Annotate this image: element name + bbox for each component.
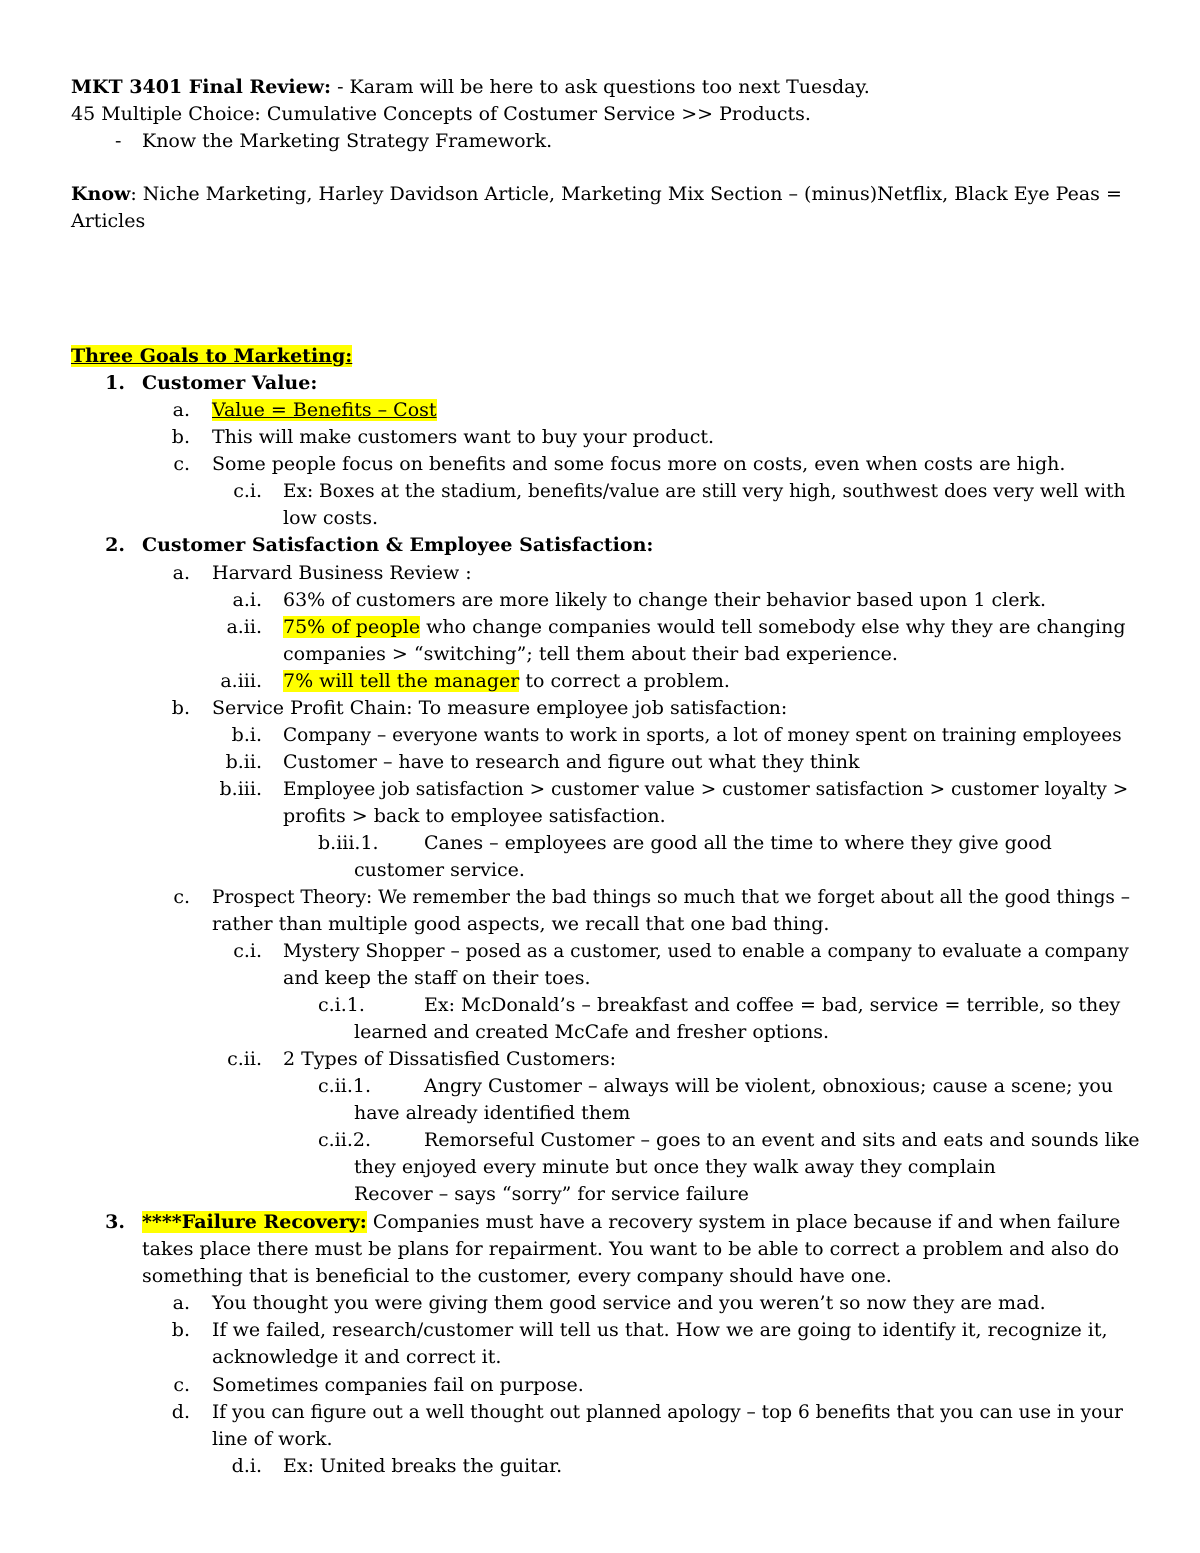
list-item: 7% will tell the manager to correct a problem. bbox=[283, 670, 730, 692]
list-item-cont: have already identified them bbox=[354, 1102, 631, 1124]
know-label: Know bbox=[71, 183, 131, 205]
list-marker: b.ii. bbox=[225, 751, 262, 773]
list-item-cont: companies > “switching”; tell them about their bad experience. bbox=[283, 643, 898, 665]
list-item: If we failed, research/customer will tell us that. How we are going to identify it, recognize it, bbox=[212, 1319, 1108, 1341]
list-item: Ex: McDonald’s – breakfast and coffee = bad, service = terrible, so they bbox=[424, 994, 1121, 1016]
list-item: This will make customers want to buy your product. bbox=[212, 426, 715, 448]
list-marker: c.ii. bbox=[227, 1048, 262, 1070]
list-marker: c.ii.1. bbox=[318, 1075, 372, 1097]
list-marker: b.iii.1. bbox=[318, 832, 379, 854]
list-item: Ex: Boxes at the stadium, benefits/value are still very high, southwest does very well with bbox=[283, 481, 1126, 502]
list-item-cont: learned and created McCafe and fresher options. bbox=[354, 1021, 830, 1043]
list-item: 75% of people who change companies would tell somebody else why they are changing bbox=[283, 616, 1126, 638]
list-item: Prospect Theory: We remember the bad things so much that we forget about all the good things – bbox=[212, 887, 1131, 908]
framework-note: Know the Marketing Strategy Framework. bbox=[142, 130, 553, 152]
list-item: Remorseful Customer – goes to an event and sits and eats and sounds like bbox=[424, 1129, 1140, 1151]
title-note: - Karam will be here to ask questions too next Tuesday. bbox=[331, 76, 870, 98]
list-item: Canes – employees are good all the time to where they give good bbox=[424, 832, 1052, 854]
list-marker: c. bbox=[173, 1374, 190, 1396]
paragraph-line: takes place there must be plans for repairment. You want to be able to correct a problem and also do bbox=[142, 1238, 1120, 1260]
list-item: Employee job satisfaction > customer value > customer satisfaction > customer loyalty > bbox=[283, 779, 1129, 800]
list-marker: d.i. bbox=[231, 1455, 262, 1477]
list-marker: b. bbox=[171, 1319, 190, 1341]
list-marker: 3. bbox=[105, 1211, 125, 1233]
goal-2-title: Customer Satisfaction & Employee Satisfaction: bbox=[142, 534, 654, 556]
list-marker: 1. bbox=[105, 372, 125, 394]
list-marker: d. bbox=[171, 1401, 190, 1423]
list-item-cont: Recover – says “sorry” for service failure bbox=[354, 1183, 749, 1205]
goal-1-title: Customer Value: bbox=[142, 372, 318, 394]
highlight: 75% of people bbox=[283, 616, 421, 638]
header-line-1 bbox=[71, 74, 870, 101]
list-marker: b.iii. bbox=[219, 778, 262, 800]
list-item: Company – everyone wants to work in sports, a lot of money spent on training employees bbox=[283, 725, 1122, 746]
list-item: Angry Customer – always will be violent, obnoxious; cause a scene; you bbox=[424, 1075, 1114, 1097]
list-marker: b. bbox=[171, 426, 190, 448]
know-line bbox=[71, 181, 1122, 208]
list-item: Customer – have to research and figure out what they think bbox=[283, 751, 860, 773]
list-marker: a. bbox=[172, 1292, 190, 1314]
list-marker: c.i. bbox=[233, 940, 262, 962]
list-item: Harvard Business Review : bbox=[212, 562, 472, 584]
value-formula: Value = Benefits – Cost bbox=[212, 399, 437, 421]
list-item-cont: they enjoyed every minute but once they walk away they complain bbox=[354, 1156, 996, 1178]
list-marker: c.i. bbox=[233, 480, 262, 502]
list-item: Service Profit Chain: To measure employee job satisfaction: bbox=[212, 697, 788, 719]
list-item-cont: customer service. bbox=[354, 859, 525, 881]
header-line-2: 45 Multiple Choice: Cumulative Concepts of Costumer Service >> Products. bbox=[71, 103, 811, 125]
list-item-cont: rather than multiple good aspects, we recall that one bad thing. bbox=[212, 913, 830, 935]
know-text: : Niche Marketing, Harley Davidson Article, Marketing Mix Section – (minus)Netflix, Black Eye Peas = bbox=[130, 183, 1122, 205]
list-marker: a. bbox=[172, 562, 190, 584]
paragraph-line: something that is beneficial to the customer, every company should have one. bbox=[142, 1265, 892, 1287]
list-marker: 2. bbox=[105, 534, 125, 556]
list-item-cont: low costs. bbox=[283, 507, 379, 529]
list-marker: c. bbox=[173, 886, 190, 908]
list-marker: a. bbox=[172, 399, 190, 421]
list-item: 63% of customers are more likely to change their behavior based upon 1 clerk. bbox=[283, 589, 1047, 611]
list-item: If you can figure out a well thought out planned apology – top 6 benefits that you can use in your bbox=[212, 1402, 1123, 1423]
list-marker: c.ii.2. bbox=[318, 1129, 372, 1151]
highlight: 7% will tell the manager bbox=[283, 670, 520, 692]
highlight: ****Failure Recovery: bbox=[142, 1211, 367, 1233]
list-marker: a.ii. bbox=[226, 616, 262, 638]
list-marker: c. bbox=[173, 453, 190, 475]
list-item-cont: and keep the staff on their toes. bbox=[283, 967, 591, 989]
list-marker: a.i. bbox=[232, 589, 262, 611]
list-marker: b. bbox=[171, 697, 190, 719]
goal-3-title: ****Failure Recovery: Companies must have a recovery system in place because if and when failure bbox=[142, 1211, 1121, 1233]
list-item: Sometimes companies fail on purpose. bbox=[212, 1374, 584, 1396]
list-item-cont: profits > back to employee satisfaction. bbox=[283, 805, 666, 827]
know-line-cont: Articles bbox=[71, 210, 146, 232]
list-item: You thought you were giving them good service and you weren’t so now they are mad. bbox=[212, 1292, 1046, 1314]
dash-bullet: - bbox=[115, 130, 122, 152]
section-heading: Three Goals to Marketing: bbox=[71, 345, 353, 367]
list-marker: b.i. bbox=[231, 724, 262, 746]
document-title: MKT 3401 Final Review: bbox=[71, 76, 332, 98]
list-item: Some people focus on benefits and some focus more on costs, even when costs are high. bbox=[212, 453, 1066, 475]
list-item: 2 Types of Dissatisfied Customers: bbox=[283, 1048, 617, 1070]
list-item-cont: line of work. bbox=[212, 1428, 333, 1450]
list-marker: c.i.1. bbox=[318, 994, 365, 1016]
list-item: Mystery Shopper – posed as a customer, used to enable a company to evaluate a company bbox=[283, 941, 1129, 962]
list-item-cont: acknowledge it and correct it. bbox=[212, 1346, 502, 1368]
list-item: Ex: United breaks the guitar. bbox=[283, 1455, 563, 1477]
list-marker: a.iii. bbox=[220, 670, 262, 692]
